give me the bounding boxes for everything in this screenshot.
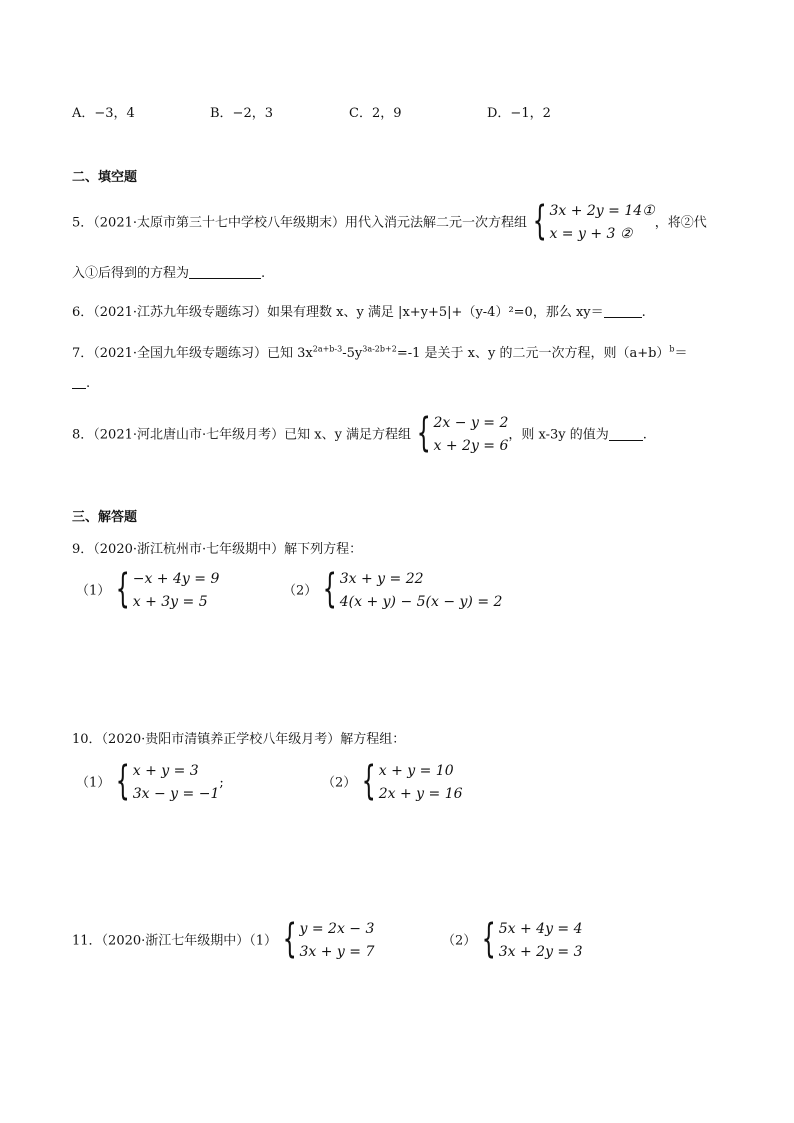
q11-text: 11．（2020·浙江七年级期中） [72,933,250,949]
q9-p2-label: （2） [283,583,318,599]
q10-p2-eq1: x + y = 10 [378,763,454,779]
q5-prefix: 5．（2021·太原市第三十七中学校八年级期末）用代入消元法解二元一次方程组 [72,215,527,231]
q7-post: =-1 是关于 x、y 的二元一次方程，则（a+b） [396,346,670,361]
brace-icon: { [482,916,497,962]
q5-line2-text: 入①后得到的方程为 [72,266,190,281]
q10-p1-suffix: ; [219,775,224,791]
q6-period: . [641,305,646,320]
q5-period: . [261,266,266,281]
q7-exp3: b [669,344,675,354]
q8-eq1: 2x − y = 2 [433,415,509,431]
q11-part2 [442,918,583,964]
q5-answer-blank[interactable] [189,266,261,279]
q8-answer-blank[interactable] [609,428,643,441]
section-fill-blank-title: 二、填空题 [72,170,138,185]
q5-suffix: ，将②代 [654,215,707,231]
q11-p1-eq2: 3x + y = 7 [299,944,375,960]
question-8 [72,412,647,458]
q7-mid: -5y [342,346,363,361]
q9-p1-eq2: x + 3y = 5 [132,594,208,610]
question-7-line2 [72,376,90,391]
q5-eq2: x = y + 3 ② [549,226,633,242]
q11-p2-label: （2） [442,933,477,949]
q6-answer-blank[interactable] [604,305,642,318]
q7-period: . [86,376,91,391]
section-solve-title: 三、解答题 [72,510,138,525]
q10-p2-eq2: 2x + y = 16 [378,786,463,802]
q9-p1-eq1: −x + 4y = 9 [132,571,220,587]
q9-part1 [76,568,219,614]
q7-pre: 7．（2021·全国九年级专题练习）已知 3x [72,346,313,361]
q10-p1-eq1: x + y = 3 [132,763,199,779]
q9-p2-eq2: 4(x + y) − 5(x − y) = 2 [339,594,503,610]
option-d: D．−1，2 [487,106,551,121]
q6-text: 6．（2021·江苏九年级专题练习）如果有理数 x、y 满足 |x+y+5|+（y-4）²=0，那么 xy＝ [72,305,604,320]
option-c: C．2，9 [349,106,402,121]
brace-icon: { [282,916,297,962]
q9-p1-label: （1） [76,583,111,599]
question-5 [72,200,707,246]
q7-tail: ＝ [674,346,688,361]
q11-p1-label: （1） [249,933,278,949]
option-b: B．−2，3 [210,106,273,121]
brace-icon: { [323,566,338,612]
brace-icon: { [532,198,547,244]
q5-eq1: 3x + 2y = 14① [549,203,655,219]
question-5-line2 [72,262,265,281]
brace-icon: { [362,758,377,804]
q11-p1-eq1: y = 2x − 3 [299,921,375,937]
q10-p1-eq2: 3x − y = −1 [132,786,220,802]
q9-part2 [283,568,502,614]
question-7 [72,342,688,361]
q10-part2 [322,760,463,806]
brace-icon: { [416,410,431,456]
q9-p2-eq1: 3x + y = 22 [339,571,424,587]
q10-part1 [76,760,224,806]
q7-answer-blank[interactable] [72,376,86,389]
q11-p2-eq2: 3x + 2y = 3 [498,944,583,960]
q10-p2-label: （2） [322,775,357,791]
question-10: 10．（2020·贵阳市清镇养正学校八年级月考）解方程组： [72,732,406,747]
q8-equation-system [411,412,508,458]
q11-p2-eq1: 5x + 4y = 4 [498,921,583,937]
q8-eq2: x + 2y = 6 [433,438,509,454]
option-a: A．−3，4 [72,106,135,121]
q8-suffix: ，则 x-3y 的值为 [508,427,609,443]
question-6 [72,301,646,320]
question-9: 9．（2020·浙江杭州市·七年级期中）解下列方程： [72,542,363,557]
q7-exp1: 2a+b-3 [312,344,343,354]
q10-p1-label: （1） [76,775,111,791]
q7-exp2: 3a-2b+2 [362,344,397,354]
brace-icon: { [116,758,131,804]
q8-prefix: 8．（2021·河北唐山市·七年级月考）已知 x、y 满足方程组 [72,427,412,443]
brace-icon: { [116,566,131,612]
q8-period: . [642,427,647,443]
q5-equation-system [527,200,655,246]
question-11 [72,918,374,964]
